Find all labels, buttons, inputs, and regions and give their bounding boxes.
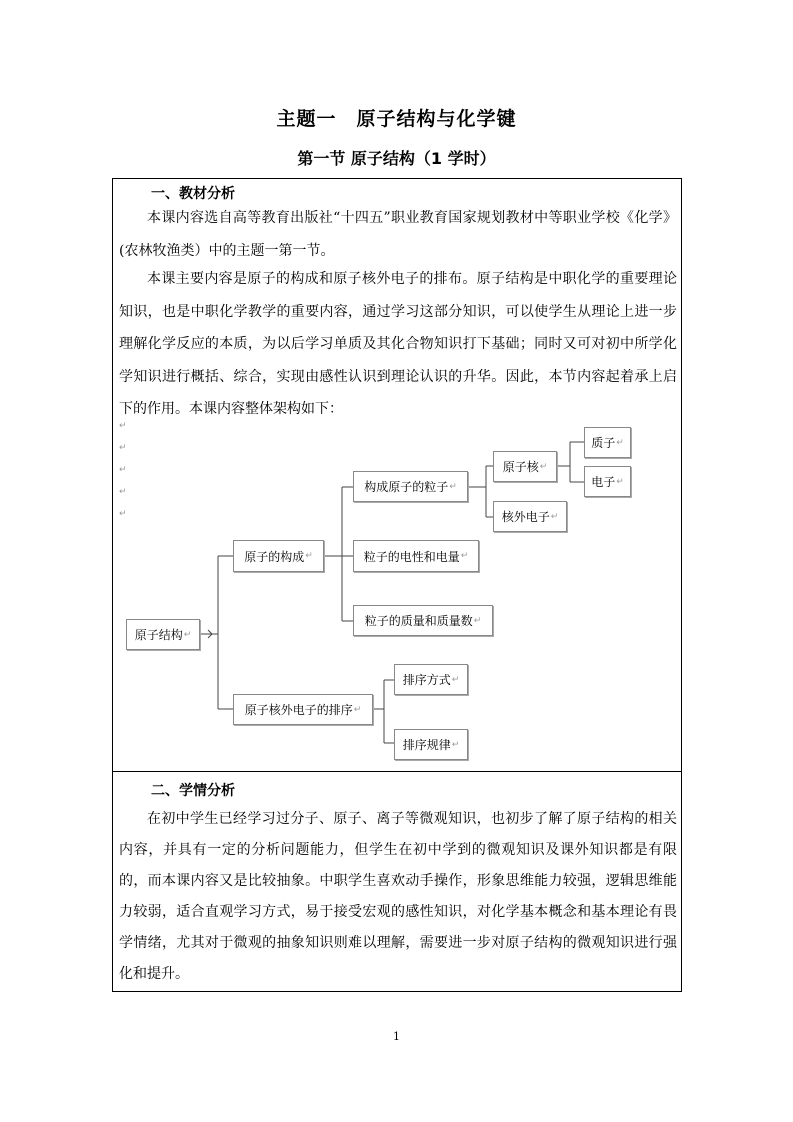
return-mark: ↵ xyxy=(119,421,127,431)
node-extranuclear-electrons xyxy=(493,501,567,532)
return-mark: ↵ xyxy=(451,674,460,685)
return-mark: ↵ xyxy=(119,465,127,475)
node-label: 原子核外电子的排序 xyxy=(244,703,353,717)
node-label: 粒子的质量和质量数 xyxy=(364,614,473,628)
return-mark: ↵ xyxy=(119,443,127,453)
node-electron xyxy=(584,466,631,497)
return-mark: ↵ xyxy=(119,487,127,497)
node-label: 构成原子的粒子 xyxy=(364,480,449,494)
learner-analysis-heading: 二、学情分析 xyxy=(151,783,235,799)
node-proton xyxy=(584,427,631,458)
node-constituent-particles xyxy=(353,471,468,502)
return-mark: ↵ xyxy=(616,437,624,448)
return-mark: ↵ xyxy=(451,739,460,750)
return-mark: ↵ xyxy=(449,481,457,492)
textbook-analysis-paragraph-1: 本课内容选自高等教育出版社“十四五”职业教育国家规划教材中等职业学校《化学》(农林牧渔类）中的主题一第一节。 xyxy=(119,210,677,259)
node-label: 核外电子 xyxy=(501,510,550,524)
page-number: 1 xyxy=(393,1030,400,1043)
node-arrangement-method xyxy=(394,664,468,695)
textbook-analysis-heading: 一、教材分析 xyxy=(151,186,235,202)
return-mark: ↵ xyxy=(353,704,362,715)
section-title: 第一节 原子结构（1 学时） xyxy=(297,149,496,168)
node-particle-charge xyxy=(353,540,479,572)
node-label: 电子 xyxy=(591,475,616,489)
node-label: 原子结构 xyxy=(134,628,183,642)
return-mark: ↵ xyxy=(305,551,313,561)
document-title: 主题一 原子结构与化学键 xyxy=(276,108,517,130)
node-label: 排序规律 xyxy=(402,738,451,752)
node-particle-mass xyxy=(353,605,493,636)
node-atomic-structure xyxy=(126,619,200,650)
return-mark: ↵ xyxy=(119,509,127,519)
node-atom-composition xyxy=(233,540,324,572)
node-label: 原子核 xyxy=(502,460,539,474)
return-mark: ↵ xyxy=(473,615,482,626)
return-mark: ↵ xyxy=(183,629,192,640)
return-mark: ↵ xyxy=(539,461,548,472)
learner-analysis-cell xyxy=(112,771,682,992)
textbook-analysis-paragraph-2: 本课主要内容是原子的构成和原子核外电子的排布。原子结构是中职化学的重要理论知识，也是中职化学教学的重要内容，通过学习这部分知识，可以使学生从理论上进一步理解化学反应的本质，为以后学习单质及其化合物知识打下基础；同时又可对初中所学化学知识进行概括、综合，实现由感性认识到理论认识的升华。因此，本节内容起着承上启下的作用。本课内容整体架构如下： xyxy=(119,271,677,417)
node-label: 排序方式 xyxy=(402,673,451,687)
node-label: 原子的构成 xyxy=(244,549,305,564)
return-mark: ↵ xyxy=(550,511,559,522)
return-mark: ↵ xyxy=(616,476,624,487)
node-label: 粒子的电性和电量 xyxy=(363,549,460,564)
node-arrangement-rules xyxy=(394,729,468,760)
node-electron-arrangement xyxy=(233,694,373,725)
return-mark: ↵ xyxy=(460,551,469,561)
node-nucleus xyxy=(493,451,557,482)
learner-analysis-paragraph: 在初中学生已经学习过分子、原子、离子等微观知识，也初步了解了原子结构的相关内容，并具有一定的分析问题能力，但学生在初中学到的微观知识及课外知识都是有限的，而本课内容又是比较抽象。中职学生喜欢动手操作，形象思维能力较强，逻辑思维能力较弱，适合直观学习方式，易于接受宏观的感性知识，对化学基本概念和基本理论有畏学情绪，尤其对于微观的抽象知识则难以理解，需要进一步对原子结构的微观知识进行强化和提升。 xyxy=(119,811,677,982)
node-label: 质子 xyxy=(591,436,616,450)
